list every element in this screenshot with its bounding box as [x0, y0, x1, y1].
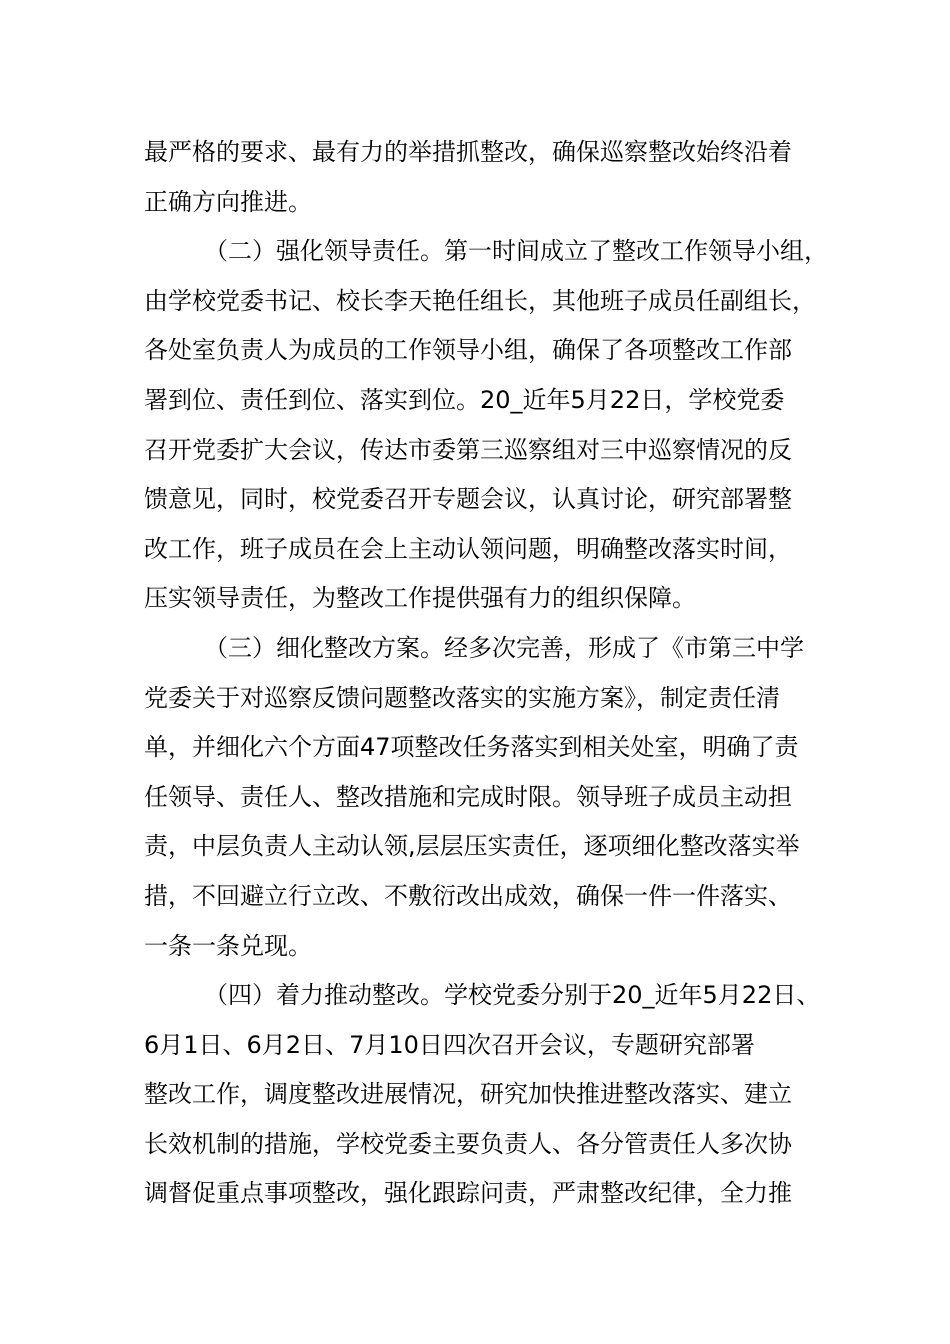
paragraph-start-line: （二）强化领导责任。第一时间成立了整改工作领导小组， [204, 237, 828, 266]
text-line: 压实领导责任，为整改工作提供强有力的组织保障。 [144, 584, 696, 613]
text-line: 6月1日、6月2日、7月10日四次召开会议，专题研究部署 [144, 1030, 755, 1059]
document-body [144, 128, 828, 1219]
text-line: 单，并细化六个方面47项整改任务落实到相关处室，明确了责 [144, 733, 799, 762]
text-line: 任领导、责任人、整改措施和完成时限。领导班子成员主动担 [144, 782, 792, 811]
text-line: 一条一条兑现。 [144, 931, 312, 960]
text-line: 由学校党委书记、校长李天艳任组长，其他班子成员任副组长， [144, 286, 816, 315]
text-line: 署到位、责任到位、落实到位。20_近年5月22日，学校党委 [144, 385, 785, 414]
text-line: 长效机制的措施，学校党委主要负责人、各分管责任人多次协 [144, 1129, 792, 1158]
text-line: 措，不回避立行立改、不敷衍改出成效，确保一件一件落实、 [144, 881, 792, 910]
text-line: 责，中层负责人主动认领,层层压实责任，逐项细化整改落实举 [144, 832, 800, 861]
text-line: 最严格的要求、最有力的举措抓整改，确保巡察整改始终沿着 [144, 138, 792, 166]
text-line: 馈意见，同时，校党委召开专题会议，认真讨论，研究部署整 [144, 485, 792, 514]
paragraph-start-line: （四）着力推动整改。学校党委分别于20_近年5月22日、 [204, 981, 821, 1010]
text-line: 正确方向推进。 [144, 187, 312, 216]
text-line: 党委关于对巡察反馈问题整改落实的实施方案》，制定责任清 [144, 683, 780, 712]
text-line: 各处室负责人为成员的工作领导小组，确保了各项整改工作部 [144, 336, 792, 365]
text-line: 改工作，班子成员在会上主动认领问题，明确整改落实时间， [144, 534, 792, 563]
text-line: 调督促重点事项整改，强化跟踪问责，严肃整改纪律，全力推 [144, 1179, 792, 1208]
paragraph-start-line: （三）细化整改方案。经多次完善，形成了《市第三中学 [204, 633, 804, 662]
text-line: 召开党委扩大会议，传达市委第三巡察组对三中巡察情况的反 [144, 435, 792, 464]
text-line: 整改工作，调度整改进展情况，研究加快推进整改落实、建立 [144, 1080, 792, 1109]
